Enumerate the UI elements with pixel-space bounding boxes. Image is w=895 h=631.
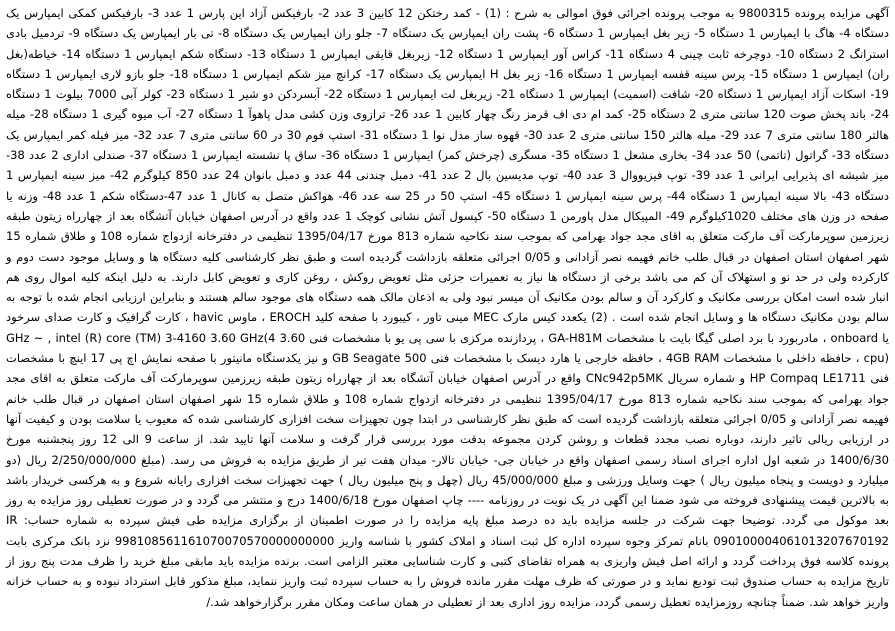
notice-body-text: آگهی مزایده پرونده 9800315 به موجب پرونده اجرائی فوق اموالی به شرح : (1) - کمد رختکن 12 کابین 3 عدد 2- بارفیکس آزاد این پارس 1 عدد 3- بارفیکس کمکی ایمپارس یک دستگاه 4- هاگ با ایمپارس 1 دستگاه 5- زیر بغل ایمپارس 1 دستگاه 6- پشت ران ایمپارس یک دستگاه 7- جلو ران ایمپارس یک دستگاه 8- تی بار ایمپارس یک دستگاه 9- تردمیل بادی استرانگ 2 دستگاه 10- دوچرخه ثابت چینی 4 دستگاه 11- کراس آور ایمپارس 1 دستگاه 12- زیربغل قایقی ایمپارس 1 دستگاه 13- دستگاه شکم ایمپارس 1 دستگاه 14- خیاطه(بغل ران) ایمپارس 1 دستگاه 15- پرس سینه قفسه ایمپارس 1 دستگاه 16- زیر بغل H ایمپارس یک دستگاه 17- کرانچ میز شکم ایمپارس 1 دستگاه 18- جلو بازو لاری ایمپارس 1 دستگاه 19- اسکات آزاد ایمپارس 1 دستگاه 20- شافت (اسمیت) ایمپارس 1 دستگاه 21- زیربغل لت ایمپارس 1 دستگاه 22- آبسردکن دو شیر 1 دستگاه 23- کولر آبی 7000 بیلوت 1 دستگاه 24- باند پخش صوت 120 سانتی متری 2 دستگاه 25- کمد ام دی اف قرمز رنگ چهار کابین 1 عدد 26- ترازوی وزن کشی مدل پاهوآ 1 دستگاه 27- آب میوه گیری 1 دستگاه 28- میله هالتر 180 سانتی متری 7 عدد 29- میله هالتر 150 سانتی متری 2 عدد 30- قهوه ساز مدل نوا 1 دستگاه 31- استپ فوم 30 در 60 سانتی متری 7 عدد 32- میز فیله کمر ایمپارس یک دستگاه 33- گراتول (تاتمی) 50 عدد 34- بخاری مشعل 1 دستگاه 35- مسگری (چرخش کمر) ایمپارس 1 دستگاه 36- ساق پا نشسته ایمپارس 1 دستگاه 37- صندلی اداری 2 عدد 38- میز شیشه ای پذیرایی ایرانی 1 عدد 39- توپ فیزیووال 3 عدد 40- توپ مدیسین بال 2 عدد 41- دمبل چندنی 44 عدد و دمبل بانوان 24 عدد 850 کیلوگرم 42- میز سینه ایمپارس 1 دستگاه 43- بالا سینه ایمپارس 1 دستگاه 44- پرس سینه ایمپارس 1 دستگاه 45- استپ 50 در 25 سه عدد 46- هواکش متصل به کانال 1 عدد 47-دستگاه شکم 1 عدد 48- وزنه یا صفحه در وزن های مختلف 1020کیلوگرم 49- المپیکال مدل پاورمن 1 دستگاه 50- کپسول آتش نشانی کوچک 1 عدد واقع در آدرس اصفهان خیابان آتشگاه بعد از چهارراه زیتون طبقه زیرزمین سوپرمارکت آف مارکت متعلق به اقای مجد جواد بهرامی که بموجب سند نکاحیه شماره 813 مورخ 1395/04/17 تنظیمی در دفترخانه ازدواج شماره 108 و طلاق شماره 15 شهر اصفهان استان اصفهان در قبال طلب خانم فهیمه نصر آزادانی و 0/05 اجرائی متعلقه بازداشت گردیده است و طبق نظر کارشناسی کلیه دستگاه ها و وسایل موجود دست دوم و کارکرده ولی در حد نو و استهلاک آن کم می باشد برخی از دستگاه ها نیاز به تعمیرات جزئی مثل تعویض روکش ، روغن کاری و تعویض کابل دارند. به دلیل اینکه کلیه اموال روی هم انبار شده است امکان بررسی مکانیک و کارکرد آن و سالم بودن مکانیک آن میسر نبود ولی به اذعان مالک همه دستگاه های موجود سالم هستند و بنابراین ارزیابی انجام شده با توجه به سالم بودن مکانیک دستگاه ها و وسایل انجام شده است . (2) یکعدد کیس مارک MEC مینی تاور ، کیبورد با صفحه کلید EROCH ، ماوس havic ، کارت گرافیک و کارت صدای سرخود یا onboard ، مادربورد با برد اصلی گیگا بایت با مشخصات GA-H81M ، پردازنده مرکزی با سی پی یو با مشخصات فنی 3.60 GHz ~ , intel (R) core (TM) 3-4160 3.60 GHz(4 cpu) ، حافظه داخلی با مشخصات 4GB RAM ، حافظه خارجی یا هارد دیسک با مشخصات فنی 500 GB Seagate و نیز یکدستگاه مانیتور با صفحه نمایش اچ پی 17 اینچ با مشخصات فنی HP Compaq LE1711 و شماره سریال CNc942p5MK واقع در آدرس اصفهان خیابان آتشگاه بعد از چهارراه زیتون طبقه زیرزمین سوپرمارکت آف مارکت متعلق به اقای مجد جواد بهرامی که بموجب سند نکاحیه شماره 813 مورخ 1395/04/17 تنظیمی در دفترخانه ازدواج شماره 108 و طلاق شماره 15 شهر اصفهان استان اصفهان در قبال طلب خانم فهیمه نصر آزادانی و 0/05 اجرائی متعلقه بازداشت گردیده است که طبق نظر کارشناسی در ابتدا چون تجهیزات سخت افزاری کارشناسی شده که معیوب یا سلامت بودن و کیفیت آنها در ارزیابی ریالی تاثیر دارند، دوباره نصب مجدد قطعات و روشن کردن مجموعه بدقت مورد بررسی قرار گرفت و سلامت آنها تایید شد. از ساعت 9 الی 12 روز پنجشنبه مورخ 1400/6/30 در شعبه اول اداره اجرای اسناد رسمی اصفهان واقع در خیابان جی- خیابان تالار- میدان هفت تیر از طریق مزایده به فروش می رسد. (مبلغ 2/250/000/000 ریال (دو میلیارد و دویست و پنجاه میلیون ریال ) جهت وسایل ورزشی و مبلغ 45/000/000 ریال (چهل و پنج میلیون ریال ) جهت تجهیزات سخت افزاری رایانه شروع و به هرکسی خریدار باشد به بالاترین قیمت پیشنهادی فروخته می شود ضمنا این آگهی در یک نوبت در روزنامه ---- چاپ اصفهان مورخ 1400/6/18 درج و منتشر می گردد و در صورت تعطیلی روز مزایده به روز بعد موکول می گردد. توضیحا جهت شرکت در جلسه مزایده باید ده درصد مبلغ پایه مزایده را در صورت اطمینان از برگزاری مزایده طی فیش سپرده به شماره حساب: IR 090100004061013207670192 بانام تمرکز وجوه سپرده اداره کل ثبت اسناد و املاک کشور با شناسه واریز 998108561161070070570000000000 نزد بانک مرکزی بابت پرونده کلاسه فوق پرداخت گردد و ارائه اصل فیش واریزی به همراه تقاضای کتبی و کارت شناسایی معتبر الزامی است. برنده مزایده باید مابقی مبلغ خرید را ظرف مدت پنج روز از تاریخ مزایده به حساب صندوق ثبت تودیع نماید و در صورتی که ظرف مهلت مقرر مانده فروش را به حساب سپرده ثبت واریز ننماید، مبلغ مذکور قابل استرداد نبوده و به حساب خزانه واریز خواهد شد. ضمناً چنانچه روزمزایده تعطیل رسمی گردد، مزایده روز اداری بعد از تعطیلی در همان ساعت ومکان مقرر برگزارخواهد شد./	[6, 6, 890, 609]
